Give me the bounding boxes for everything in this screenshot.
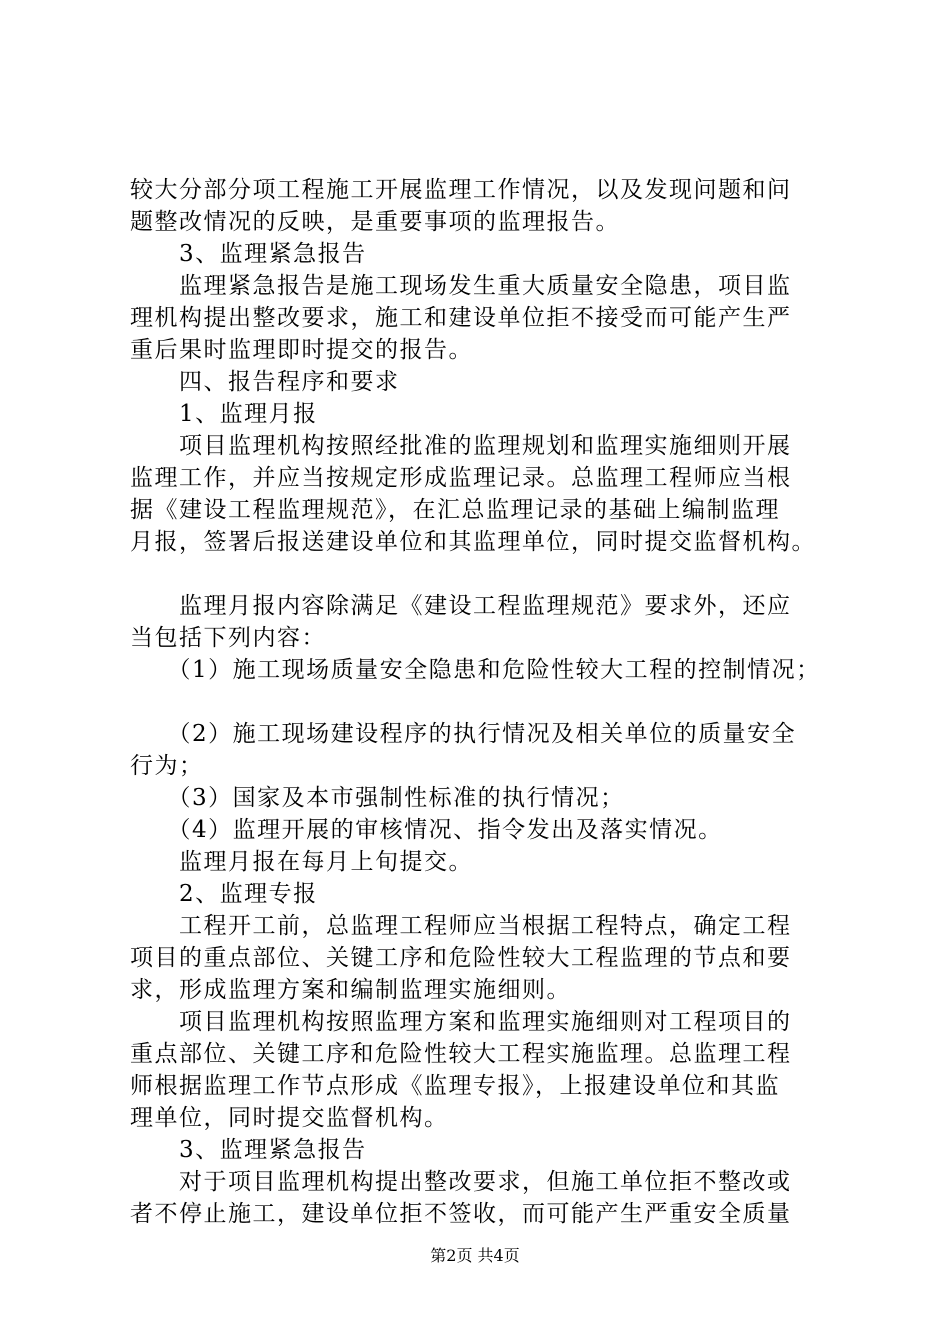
body-text-line: 监理月报在每月上旬提交。 xyxy=(130,849,473,875)
body-text-line: 较大分部分项工程施工开展监理工作情况，以及发现问题和问 xyxy=(130,177,792,203)
body-text-line: （3）国家及本市强制性标准的执行情况； xyxy=(130,785,625,811)
body-text-line: 者不停止施工，建设单位拒不签收，而可能产生严重安全质量 xyxy=(130,1201,792,1227)
body-text-line: 3、监理紧急报告 xyxy=(130,241,367,267)
body-text-line: 行为； xyxy=(130,753,204,779)
body-text-line: 项目监理机构按照监理方案和监理实施细则对工程项目的 xyxy=(130,1009,792,1035)
body-text-line: 四、报告程序和要求 xyxy=(130,369,400,395)
body-text-line: 理机构提出整改要求，施工和建设单位拒不接受而可能产生严 xyxy=(130,305,792,331)
body-text-line: 项目监理机构按照经批准的监理规划和监理实施细则开展 xyxy=(130,433,792,459)
body-text-line: 监理工作，并应当按规定形成监理记录。总监理工程师应当根 xyxy=(130,465,792,491)
body-text-line: 监理月报内容除满足《建设工程监理规范》要求外，还应 xyxy=(130,593,792,619)
body-text-line: 对于项目监理机构提出整改要求，但施工单位拒不整改或 xyxy=(130,1169,792,1195)
body-text-line: 月报，签署后报送建设单位和其监理单位，同时提交监督机构。 xyxy=(130,529,816,555)
body-text-line: 理单位，同时提交监督机构。 xyxy=(130,1105,449,1131)
body-text-line: 当包括下列内容： xyxy=(130,625,326,651)
blank-line xyxy=(130,558,850,590)
document-body xyxy=(130,174,850,1230)
body-text-line: 1、监理月报 xyxy=(130,401,318,427)
body-text-line: 重后果时监理即时提交的报告。 xyxy=(130,337,473,363)
body-text-line: 工程开工前，总监理工程师应当根据工程特点，确定工程 xyxy=(130,913,792,939)
body-text-line: 求，形成监理方案和编制监理实施细则。 xyxy=(130,977,571,1003)
body-text-line: 据《建设工程监理规范》，在汇总监理记录的基础上编制监理 xyxy=(130,497,780,523)
body-text-line: 监理紧急报告是施工现场发生重大质量安全隐患，项目监 xyxy=(130,273,792,299)
body-text-line: 3、监理紧急报告 xyxy=(130,1137,367,1163)
body-text-line: 题整改情况的反映，是重要事项的监理报告。 xyxy=(130,209,620,235)
body-text-line: 重点部位、关键工序和危险性较大工程实施监理。总监理工程 xyxy=(130,1041,792,1067)
page-footer: 第2页 共4页 xyxy=(430,1246,520,1265)
body-text-line: （1）施工现场质量安全隐患和危险性较大工程的控制情况； xyxy=(130,657,821,683)
body-text-line: （4）监理开展的审核情况、指令发出及落实情况。 xyxy=(130,817,723,843)
blank-line xyxy=(130,686,850,718)
body-text-line: 项目的重点部位、关键工序和危险性较大工程监理的节点和要 xyxy=(130,945,792,971)
body-text-line: 2、监理专报 xyxy=(130,881,318,907)
body-text-line: （2）施工现场建设程序的执行情况及相关单位的质量安全 xyxy=(130,721,797,747)
body-text-line: 师根据监理工作节点形成《监理专报》，上报建设单位和其监 xyxy=(130,1073,780,1099)
